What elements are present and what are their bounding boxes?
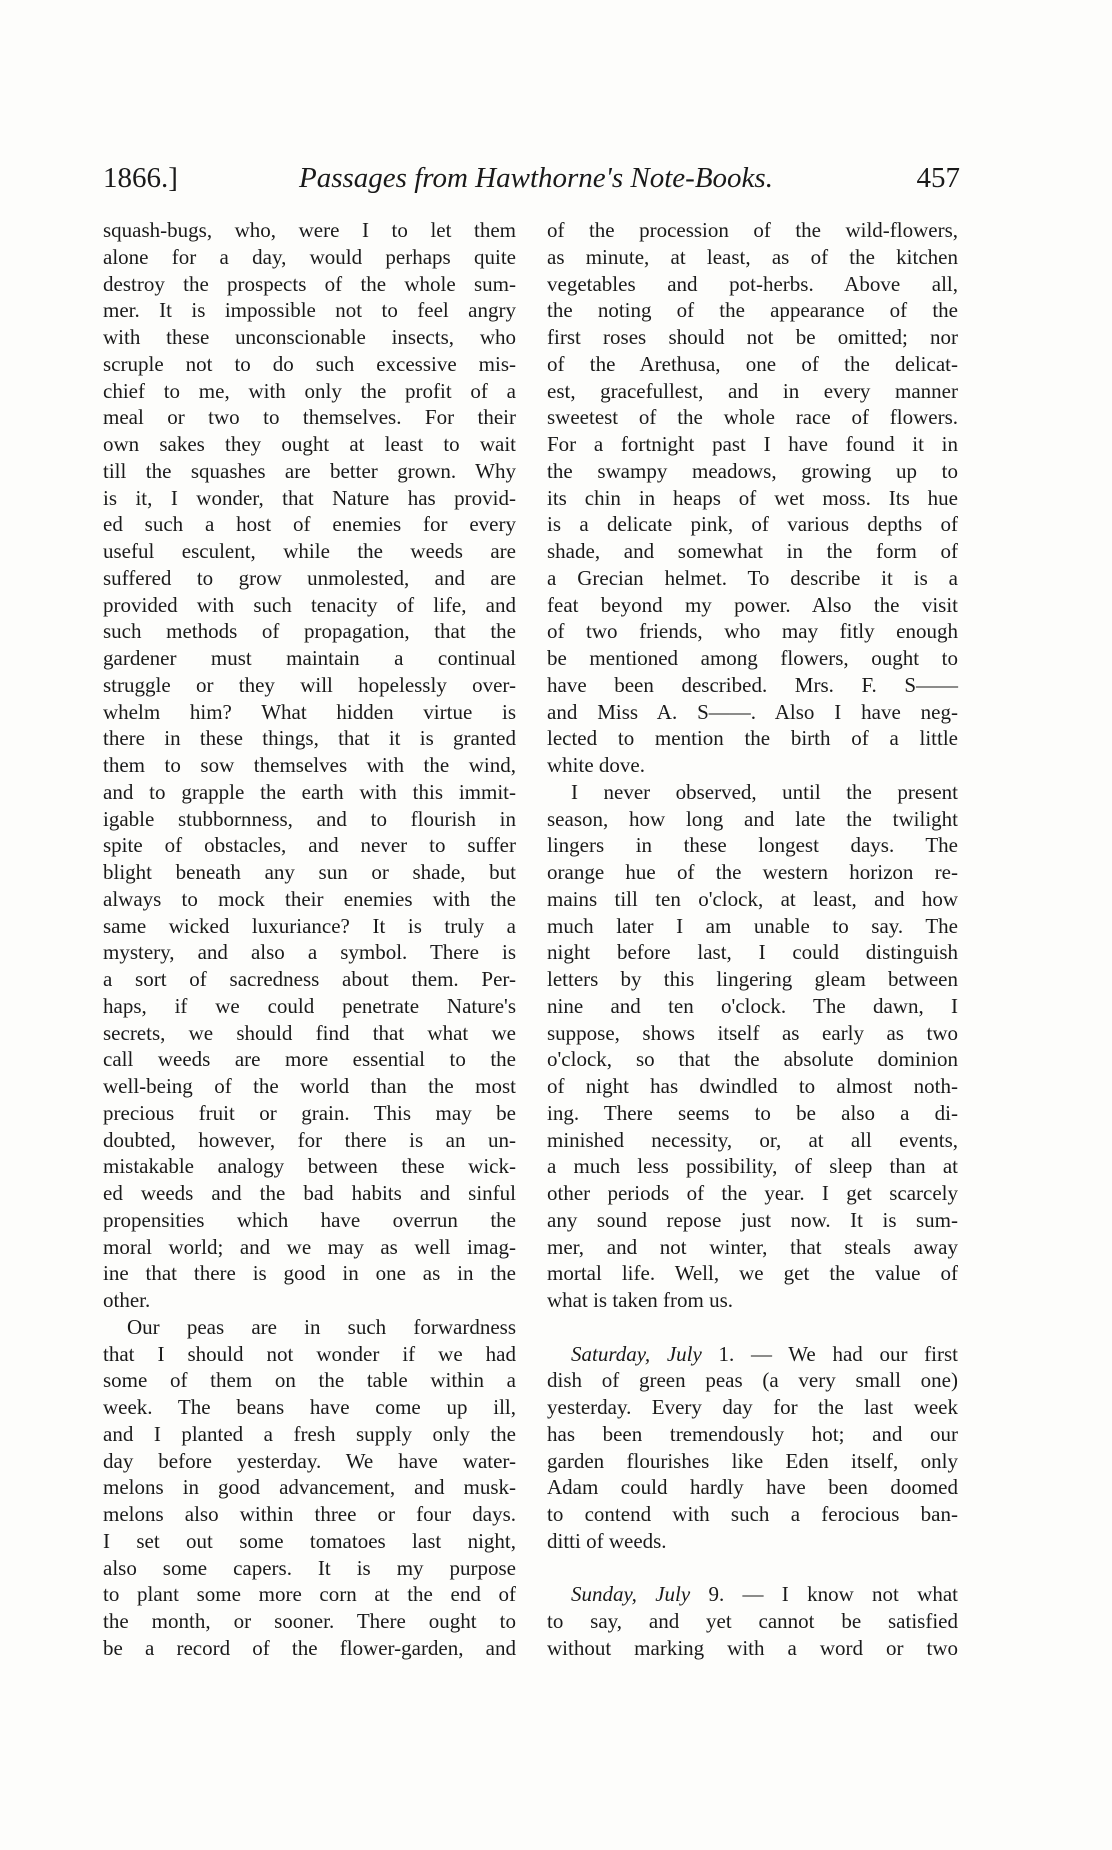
line-text: dish of green peas (a very small one) xyxy=(547,1368,958,1393)
text-line xyxy=(547,1127,958,1154)
text-line xyxy=(547,806,958,833)
line-text: first roses should not be omitted; nor xyxy=(547,325,958,349)
text-line xyxy=(103,939,516,966)
line-text: squash-bugs, who, were I to let them xyxy=(103,218,516,242)
text-line xyxy=(103,1341,516,1368)
line-text: est, gracefullest, and in every manner xyxy=(547,378,958,403)
line-text: of the Arethusa, one of the delicat- xyxy=(547,351,958,376)
text-line xyxy=(547,1341,958,1368)
text-line xyxy=(547,565,958,592)
line-text: day before yesterday. We have water- xyxy=(103,1448,516,1473)
line-text: and to grapple the earth with this immit- xyxy=(103,779,516,804)
text-line xyxy=(103,752,516,779)
line-text: any sound repose just now. It is sum- xyxy=(547,1207,958,1232)
line-text: feat beyond my power. Also the visit xyxy=(547,592,958,617)
text-line xyxy=(103,1287,516,1314)
text-line xyxy=(547,1073,958,1100)
line-text: mortal life. Well, we get the value of xyxy=(547,1261,958,1286)
line-text: night before last, I could distinguish xyxy=(547,940,958,965)
text-line xyxy=(547,672,958,699)
line-text: well-being of the world than the most xyxy=(103,1074,516,1098)
text-line xyxy=(103,1260,516,1287)
line-text: to plant some more corn at the end of xyxy=(103,1582,516,1607)
line-text: of the procession of the wild-flowers, xyxy=(547,218,958,242)
text-line xyxy=(103,725,516,752)
line-text: blight beneath any sun or shade, but xyxy=(103,860,516,884)
text-line xyxy=(103,1127,516,1154)
text-line xyxy=(103,1581,516,1608)
line-text: I set out some tomatoes last night, xyxy=(103,1528,516,1553)
text-line xyxy=(547,618,958,645)
text-line xyxy=(103,618,516,645)
text-line xyxy=(103,351,516,378)
line-text: much later I am unable to say. The xyxy=(547,913,958,938)
text-line xyxy=(547,1046,958,1073)
text-line xyxy=(547,1528,958,1555)
text-line xyxy=(547,1448,958,1475)
line-text: shade, and somewhat in the form of xyxy=(547,539,958,563)
line-text: its chin in heaps of wet moss. Its hue xyxy=(547,485,958,510)
line-text: what is taken from us. xyxy=(547,1288,734,1312)
text-line xyxy=(103,1153,516,1180)
text-line xyxy=(547,1474,958,1501)
line-text: mer, and not winter, that steals away xyxy=(547,1234,958,1259)
text-line xyxy=(547,592,958,619)
line-text: chief to me, with only the profit of a xyxy=(103,378,516,403)
line-text: other periods of the year. I get scarcely xyxy=(547,1181,958,1205)
text-line xyxy=(103,645,516,672)
text-line xyxy=(547,458,958,485)
text-line xyxy=(103,1234,516,1261)
text-line xyxy=(103,1608,516,1635)
text-line xyxy=(547,1100,958,1127)
line-text: and Miss A. S——. Also I have neg- xyxy=(547,699,958,724)
line-text: such methods of propagation, that the xyxy=(103,619,516,644)
text-line xyxy=(547,1394,958,1421)
line-text: nine and ten o'clock. The dawn, I xyxy=(547,993,958,1018)
line-text: same wicked luxuriance? It is truly a xyxy=(103,913,516,938)
line-text: provided with such tenacity of life, and xyxy=(103,592,516,617)
text-line xyxy=(547,1581,958,1608)
text-line xyxy=(547,1367,958,1394)
line-text: the month, or sooner. There ought to xyxy=(103,1609,516,1633)
text-line xyxy=(103,1046,516,1073)
line-text: ed such a host of enemies for every xyxy=(103,512,516,537)
text-line xyxy=(547,939,958,966)
text-line xyxy=(547,244,958,271)
line-text: destroy the prospects of the whole sum- xyxy=(103,271,516,296)
text-line xyxy=(103,1100,516,1127)
line-text: igable stubbornness, and to flourish in xyxy=(103,806,516,831)
line-text: propensities which have overrun the xyxy=(103,1207,516,1232)
text-line xyxy=(103,859,516,886)
text-line xyxy=(547,1180,958,1207)
text-line xyxy=(103,458,516,485)
text-line xyxy=(103,1073,516,1100)
line-text: mer. It is impossible not to feel angry xyxy=(103,298,516,323)
left-text-column xyxy=(103,217,516,1662)
text-line xyxy=(547,378,958,405)
line-text: of night has dwindled to almost noth- xyxy=(547,1074,958,1098)
text-line xyxy=(103,1180,516,1207)
line-text: to contend with such a ferocious ban- xyxy=(547,1502,958,1526)
text-line xyxy=(103,244,516,271)
text-line xyxy=(547,645,958,672)
line-text: moral world; and we may as well imag- xyxy=(103,1234,516,1259)
line-text: suffered to grow unmolested, and are xyxy=(103,565,516,590)
text-line xyxy=(103,913,516,940)
text-line xyxy=(547,217,958,244)
line-text: secrets, we should find that what we xyxy=(103,1020,516,1045)
line-text: gardener must maintain a continual xyxy=(103,646,516,670)
text-line xyxy=(547,913,958,940)
line-text: Adam could hardly have been doomed xyxy=(547,1475,958,1500)
entry-date: Saturday, July xyxy=(571,1341,702,1366)
line-text: suppose, shows itself as early as two xyxy=(547,1020,958,1045)
text-line xyxy=(103,324,516,351)
text-line xyxy=(103,886,516,913)
text-line xyxy=(103,1421,516,1448)
text-line xyxy=(547,1608,958,1635)
line-text: mains till ten o'clock, at least, and how xyxy=(547,886,958,911)
line-text: as minute, at least, as of the kitchen xyxy=(547,244,958,269)
line-text: Our peas are in such forwardness xyxy=(127,1314,516,1339)
line-text: useful esculent, while the weeds are xyxy=(103,539,516,563)
text-line xyxy=(103,1528,516,1555)
line-text: minished necessity, or, at all events, xyxy=(547,1127,958,1152)
text-line xyxy=(103,404,516,431)
line-text: a sort of sacredness about them. Per- xyxy=(103,967,516,991)
line-text: vegetables and pot-herbs. Above all, xyxy=(547,271,958,296)
line-text: week. The beans have come up ill, xyxy=(103,1395,516,1419)
text-line xyxy=(103,485,516,512)
page-number: 457 xyxy=(916,162,960,194)
line-text: I never observed, until the present xyxy=(571,779,958,804)
line-text: a Grecian helmet. To describe it is a xyxy=(547,565,958,590)
text-line xyxy=(103,1501,516,1528)
text-line xyxy=(547,1287,958,1314)
text-line xyxy=(547,1234,958,1261)
text-line xyxy=(103,1394,516,1421)
text-line xyxy=(103,511,516,538)
text-line xyxy=(547,966,958,993)
text-line xyxy=(547,485,958,512)
text-line xyxy=(103,832,516,859)
running-head-title: Passages from Hawthorne's Note-Books. xyxy=(299,162,773,194)
text-line xyxy=(547,779,958,806)
text-line xyxy=(547,699,958,726)
text-line xyxy=(547,832,958,859)
text-line xyxy=(547,859,958,886)
line-text: of two friends, who may fitly enough xyxy=(547,619,958,644)
line-text: also some capers. It is my purpose xyxy=(103,1555,516,1580)
line-text: ditti of weeds. xyxy=(547,1528,667,1553)
text-line xyxy=(103,538,516,565)
line-text: 9. — I know not what xyxy=(690,1582,958,1607)
text-line xyxy=(547,1635,958,1662)
line-text: there in these things, that it is granted xyxy=(103,726,516,751)
text-line xyxy=(547,511,958,538)
line-text: garden flourishes like Eden itself, only xyxy=(547,1448,958,1473)
text-line xyxy=(103,966,516,993)
line-text: white dove. xyxy=(547,753,645,777)
line-text: ed weeds and the bad habits and sinful xyxy=(103,1181,516,1205)
text-line xyxy=(103,1448,516,1475)
line-text: mystery, and also a symbol. There is xyxy=(103,940,516,965)
line-text: mistakable analogy between these wick- xyxy=(103,1154,516,1179)
line-text: melons also within three or four days. xyxy=(103,1502,516,1526)
text-line xyxy=(547,404,958,431)
line-text: is a delicate pink, of various depths of xyxy=(547,512,958,537)
text-line xyxy=(547,752,958,779)
line-text: meal or two to themselves. For their xyxy=(103,405,516,430)
line-text: other. xyxy=(103,1288,151,1312)
text-line xyxy=(103,672,516,699)
line-text: till the squashes are better grown. Why xyxy=(103,458,516,483)
text-line xyxy=(547,1421,958,1448)
text-line xyxy=(103,1314,516,1341)
line-text: whelm him? What hidden virtue is xyxy=(103,699,516,724)
line-text: ing. There seems to be also a di- xyxy=(547,1100,958,1125)
line-text: them to sow themselves with the wind, xyxy=(103,753,516,777)
line-text: some of them on the table within a xyxy=(103,1368,516,1393)
line-text: orange hue of the western horizon re- xyxy=(547,860,958,884)
line-text: melons in good advancement, and musk- xyxy=(103,1475,516,1500)
text-line xyxy=(547,1501,958,1528)
line-text: letters by this lingering gleam between xyxy=(547,967,958,991)
line-text: with these unconscionable insects, who xyxy=(103,325,516,349)
text-line xyxy=(547,1207,958,1234)
text-line xyxy=(103,431,516,458)
line-text: is it, I wonder, that Nature has provid- xyxy=(103,485,516,510)
text-line xyxy=(103,1474,516,1501)
text-line xyxy=(103,993,516,1020)
text-line xyxy=(103,1555,516,1582)
line-text: a much less possibility, of sleep than at xyxy=(547,1154,958,1179)
text-line xyxy=(547,725,958,752)
line-text: sweetest of the whole race of flowers. xyxy=(547,405,958,430)
line-text: yesterday. Every day for the last week xyxy=(547,1395,958,1419)
line-text: has been tremendously hot; and our xyxy=(547,1421,958,1446)
text-line xyxy=(103,271,516,298)
text-line xyxy=(103,1367,516,1394)
text-line xyxy=(547,431,958,458)
text-line xyxy=(547,993,958,1020)
line-text: always to mock their enemies with the xyxy=(103,886,516,911)
line-text: lected to mention the birth of a little xyxy=(547,726,958,751)
text-line xyxy=(547,324,958,351)
line-text: and I planted a fresh supply only the xyxy=(103,1421,516,1446)
line-text: that I should not wonder if we had xyxy=(103,1341,516,1366)
text-line xyxy=(103,699,516,726)
text-line xyxy=(547,1020,958,1047)
line-text: to say, and yet cannot be satisfied xyxy=(547,1609,958,1633)
text-line xyxy=(103,1020,516,1047)
text-line xyxy=(547,297,958,324)
text-line xyxy=(103,217,516,244)
line-text: alone for a day, would perhaps quite xyxy=(103,244,516,269)
line-text: o'clock, so that the absolute dominion xyxy=(547,1047,958,1072)
right-text-column xyxy=(547,217,958,1662)
line-text: ine that there is good in one as in the xyxy=(103,1261,516,1286)
line-text: For a fortnight past I have found it in xyxy=(547,432,958,456)
text-line xyxy=(103,1207,516,1234)
text-line xyxy=(103,297,516,324)
text-line xyxy=(547,886,958,913)
text-line xyxy=(547,351,958,378)
line-text: season, how long and late the twilight xyxy=(547,806,958,831)
text-line xyxy=(103,779,516,806)
text-line xyxy=(547,538,958,565)
text-line xyxy=(103,592,516,619)
line-text: spite of obstacles, and never to suffer xyxy=(103,833,516,858)
line-text: scruple not to do such excessive mis- xyxy=(103,351,516,376)
line-text: struggle or they will hopelessly over- xyxy=(103,672,516,697)
line-text: 1. — We had our first xyxy=(701,1341,958,1366)
text-line xyxy=(547,1260,958,1287)
line-text: call weeds are more essential to the xyxy=(103,1047,516,1072)
line-text: without marking with a word or two xyxy=(547,1635,958,1660)
text-line xyxy=(547,271,958,298)
line-text: doubted, however, for there is an un- xyxy=(103,1127,516,1152)
text-line xyxy=(103,565,516,592)
line-text: the noting of the appearance of the xyxy=(547,298,958,323)
line-text: have been described. Mrs. F. S—— xyxy=(547,672,958,697)
text-line xyxy=(103,378,516,405)
line-text: be mentioned among flowers, ought to xyxy=(547,646,958,670)
line-text: be a record of the flower-garden, and xyxy=(103,1635,516,1660)
text-line xyxy=(547,1153,958,1180)
line-text: the swampy meadows, growing up to xyxy=(547,458,958,483)
line-text: precious fruit or grain. This may be xyxy=(103,1100,516,1125)
text-line xyxy=(103,806,516,833)
line-text: haps, if we could penetrate Nature's xyxy=(103,993,516,1018)
line-text: own sakes they ought at least to wait xyxy=(103,432,516,456)
running-head-year: 1866.] xyxy=(103,162,178,194)
line-text: lingers in these longest days. The xyxy=(547,833,958,858)
entry-date: Sunday, July xyxy=(571,1582,691,1607)
text-line xyxy=(103,1635,516,1662)
